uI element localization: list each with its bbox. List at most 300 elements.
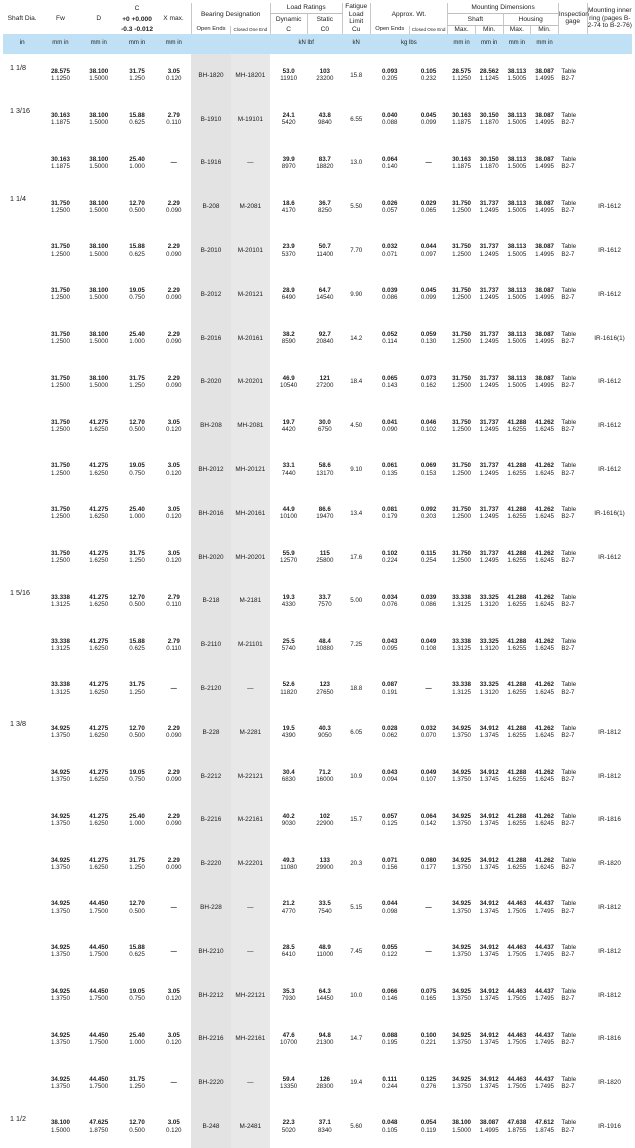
table-row [3,272,632,316]
xmax [156,842,191,886]
xmax-mm: 2.79 [156,638,191,645]
fw-mm: 31.750 [41,375,79,382]
inspection-gage-label: Table [561,375,587,382]
inspection-gage-label: Table [561,1076,587,1083]
weight-open-mm: 0.087 [370,681,409,688]
d-mm: 41.275 [80,550,118,557]
static-rating [307,710,342,754]
weight-closed-mm: 0.059 [409,331,447,338]
fw-in: 1.2500 [41,470,79,477]
fw-mm: 31.750 [41,243,79,250]
d-mm: 44.450 [80,900,118,907]
c [118,272,156,316]
dynamic-rating-mm: 40.2 [270,813,307,820]
fw [41,54,79,98]
housing-min-in: 1.4995 [531,294,559,301]
weight-closed-mm: 0.044 [409,243,447,250]
dynamic-rating-mm: 23.9 [270,243,307,250]
housing-min-in: 1.7495 [531,908,559,915]
closed-one-end-value: M-20161 [238,335,263,342]
inspection-gage-ref: B2-7 [561,601,587,608]
weight-closed-mm: 0.046 [409,419,447,426]
inspection-gage [558,973,587,1017]
mounting-inner-ring [587,229,632,273]
shaft-min [475,929,503,973]
fatigue-limit [342,667,370,711]
xmax-mm: 3.05 [156,462,191,469]
dynamic-rating-mm: 18.6 [270,200,307,207]
xmax-mm: 3.05 [156,988,191,995]
shaft-max [448,929,476,973]
shaft-max [448,1105,476,1148]
dynamic-rating-in: 11910 [270,75,307,82]
fatigue-limit [342,842,370,886]
inspection-gage [558,1105,587,1148]
weight-open [370,535,409,579]
fw-mm: 28.575 [41,68,79,75]
housing-min-in: 1.6245 [531,820,559,827]
open-ends-value: B-2110 [201,641,221,648]
table-row [3,54,632,98]
fatigue-limit [342,491,370,535]
shaft-min-in: 1.3120 [475,601,503,608]
static-rating-mm: 83.7 [307,156,342,163]
inspection-gage-label: Table [561,156,587,163]
inspection-gage-ref: B2-7 [561,470,587,477]
xmax-in: 0.090 [156,338,191,345]
inspection-gage-label: Table [561,638,587,645]
housing-min [531,97,559,141]
housing-min-in: 1.4995 [531,163,559,170]
weight-open-in: 0.224 [370,557,409,564]
shaft-max [448,491,476,535]
inspection-gage-label: Table [561,594,587,601]
dynamic-rating [270,360,307,404]
inspection-gage [558,929,587,973]
shaft-dia-value: 1 1/2 [10,1114,26,1123]
d-in: 1.6250 [80,513,118,520]
weight-closed-mm: 0.049 [409,638,447,645]
shaft-min-in: 1.3745 [475,1039,503,1046]
static-rating-in: 9050 [307,732,342,739]
weight-closed [409,535,447,579]
weight-closed-mm: — [409,904,447,911]
closed-one-end-designation [231,1061,270,1105]
dynamic-rating [270,754,307,798]
closed-one-end-value: MH-20201 [235,554,265,561]
fatigue-limit-value: 7.70 [342,247,370,254]
table-row [3,1017,632,1061]
xmax-in: 0.120 [156,557,191,564]
housing-max-in: 1.5005 [503,382,531,389]
fw-mm: 34.925 [41,1076,79,1083]
mounting-inner-ring [587,929,632,973]
fw-mm: 31.750 [41,419,79,426]
housing-min-in: 1.7495 [531,995,559,1002]
weight-closed [409,229,447,273]
housing-min-in: 1.6245 [531,513,559,520]
fw-in: 1.2500 [41,338,79,345]
d [80,316,118,360]
housing-max-mm: 38.113 [503,68,531,75]
closed-one-end-value: M-20101 [238,247,263,254]
housing-max-mm: 41.288 [503,857,531,864]
table-row [3,754,632,798]
dynamic-rating-in: 4330 [270,601,307,608]
shaft-min [475,54,503,98]
fw-in: 1.3750 [41,995,79,1002]
closed-one-end-value: — [247,904,253,911]
fw [41,710,79,754]
shaft-max [448,1061,476,1105]
housing-max [503,623,531,667]
dynamic-rating-mm: 28.9 [270,287,307,294]
shaft-min-in: 1.2495 [475,338,503,345]
static-rating [307,272,342,316]
weight-open [370,141,409,185]
shaft-max-in: 1.2500 [448,251,476,258]
static-rating [307,842,342,886]
inspection-gage-ref: B2-7 [561,294,587,301]
weight-open-mm: 0.055 [370,944,409,951]
open-ends-designation [191,229,230,273]
closed-one-end-value: MH-18201 [235,72,265,79]
col-fatigue: Fatigue Load Limit [342,3,370,26]
fw-in: 1.2500 [41,426,79,433]
inspection-gage-label: Table [561,68,587,75]
d [80,141,118,185]
d [80,535,118,579]
static-rating-in: 20840 [307,338,342,345]
c-in: 1.000 [118,1039,156,1046]
inspection-gage-ref: B2-7 [561,1083,587,1090]
housing-max-mm: 41.288 [503,769,531,776]
c-mm: 25.40 [118,156,156,163]
shaft-min [475,185,503,229]
dynamic-rating-in: 9030 [270,820,307,827]
weight-open-in: 0.086 [370,294,409,301]
d-in: 1.5000 [80,251,118,258]
housing-max-mm: 47.638 [503,1119,531,1126]
shaft-min-mm: 34.912 [475,813,503,820]
shaft-min-in: 1.3745 [475,1083,503,1090]
d-in: 1.6250 [80,645,118,652]
static-rating [307,141,342,185]
mounting-inner-ring [587,535,632,579]
c-mm: 25.40 [118,331,156,338]
dynamic-rating-mm: 47.6 [270,1032,307,1039]
c-mm: 31.75 [118,681,156,688]
fatigue-limit-value: 17.6 [342,554,370,561]
fw-mm: 34.925 [41,988,79,995]
fatigue-limit-value: 15.7 [342,816,370,823]
static-rating-mm: 126 [307,1076,342,1083]
c-mm: 19.05 [118,988,156,995]
dynamic-rating [270,491,307,535]
housing-max [503,404,531,448]
unit-mm-in: mm in [503,34,531,54]
shaft-min-in: 1.3120 [475,689,503,696]
dynamic-rating [270,229,307,273]
mounting-inner-ring-value: IR-1916 [598,1123,621,1130]
weight-open-in: 0.076 [370,601,409,608]
weight-open [370,973,409,1017]
housing-max-mm: 38.113 [503,243,531,250]
fw-mm: 31.750 [41,200,79,207]
dynamic-rating-mm: 49.3 [270,857,307,864]
static-rating-in: 11400 [307,251,342,258]
shaft-dia [3,97,41,141]
col-static: Static [307,14,342,26]
weight-closed [409,579,447,623]
xmax-mm: 2.29 [156,200,191,207]
mounting-inner-ring [587,798,632,842]
inspection-gage-ref: B2-7 [561,163,587,170]
housing-max [503,710,531,754]
static-rating [307,886,342,930]
static-rating [307,185,342,229]
housing-max-mm: 44.463 [503,1076,531,1083]
weight-open [370,54,409,98]
fatigue-limit [342,535,370,579]
c-mm: 31.75 [118,1076,156,1083]
dynamic-rating [270,448,307,492]
weight-open [370,623,409,667]
weight-open [370,1105,409,1148]
c-in: 0.625 [118,951,156,958]
shaft-min [475,1017,503,1061]
shaft-max-mm: 34.925 [448,900,476,907]
shaft-max [448,754,476,798]
c [118,491,156,535]
weight-closed-mm: 0.069 [409,462,447,469]
xmax-in: 0.090 [156,776,191,783]
xmax-in: 0.090 [156,820,191,827]
inspection-gage-ref: B2-7 [561,820,587,827]
shaft-min-mm: 33.325 [475,681,503,688]
table-row [3,316,632,360]
housing-min [531,229,559,273]
shaft-min-in: 1.2495 [475,251,503,258]
closed-one-end-value: M-22121 [238,773,263,780]
weight-open-mm: 0.052 [370,331,409,338]
c [118,1061,156,1105]
fw [41,97,79,141]
housing-min-in: 1.6245 [531,645,559,652]
c [118,185,156,229]
housing-min-mm: 38.087 [531,287,559,294]
housing-min [531,1017,559,1061]
table-row [3,491,632,535]
static-rating-mm: 133 [307,857,342,864]
mounting-inner-ring-value: IR-1612 [598,247,621,254]
shaft-min-in: 1.3745 [475,820,503,827]
housing-max-mm: 38.113 [503,200,531,207]
shaft-dia [3,579,41,623]
fw [41,316,79,360]
open-ends-designation [191,316,230,360]
xmax-mm: 2.79 [156,112,191,119]
shaft-dia [3,404,41,448]
mounting-inner-ring [587,973,632,1017]
shaft-max-in: 1.3750 [448,908,476,915]
fatigue-limit [342,54,370,98]
shaft-max-in: 1.2500 [448,382,476,389]
bearing-table [3,3,632,1148]
closed-one-end-value: MH-22161 [235,1035,265,1042]
d-in: 1.6250 [80,470,118,477]
dynamic-rating-in: 11080 [270,864,307,871]
shaft-max-in: 1.2500 [448,513,476,520]
inspection-gage [558,360,587,404]
xmax-mm: — [156,904,191,911]
housing-max-in: 1.6255 [503,864,531,871]
c [118,229,156,273]
housing-max-in: 1.6255 [503,426,531,433]
dynamic-rating-in: 10540 [270,382,307,389]
inspection-gage-ref: B2-7 [561,426,587,433]
weight-closed-in: 0.254 [409,557,447,564]
dynamic-rating-mm: 44.9 [270,506,307,513]
inspection-gage-ref: B2-7 [561,689,587,696]
open-ends-value: B-208 [202,203,219,210]
dynamic-rating-in: 4770 [270,908,307,915]
xmax-in: 0.110 [156,645,191,652]
weight-open-in: 0.098 [370,908,409,915]
weight-open [370,754,409,798]
c-in: 0.625 [118,119,156,126]
weight-closed-in: 0.165 [409,995,447,1002]
inspection-gage-label: Table [561,857,587,864]
weight-closed-mm: 0.075 [409,988,447,995]
fatigue-limit-value: 4.50 [342,422,370,429]
xmax [156,316,191,360]
fw-mm: 34.925 [41,900,79,907]
xmax-mm: 3.05 [156,419,191,426]
open-ends-designation [191,754,230,798]
fw-in: 1.1875 [41,163,79,170]
mounting-inner-ring [587,141,632,185]
static-rating-mm: 92.7 [307,331,342,338]
fw-mm: 31.750 [41,462,79,469]
housing-max [503,886,531,930]
mounting-inner-ring-value: IR-1612 [598,554,621,561]
inspection-gage-ref: B2-7 [561,776,587,783]
housing-min-in: 1.7495 [531,951,559,958]
shaft-max-in: 1.3125 [448,689,476,696]
fw [41,886,79,930]
fatigue-limit [342,754,370,798]
open-ends-designation [191,97,230,141]
fatigue-limit [342,929,370,973]
housing-max-in: 1.6255 [503,470,531,477]
xmax-in: 0.090 [156,251,191,258]
xmax-in: 0.110 [156,119,191,126]
table-row [3,798,632,842]
static-rating-mm: 48.4 [307,638,342,645]
shaft-min [475,97,503,141]
col-c-tol-bot: -0.3 -0.012 [118,26,156,34]
d [80,404,118,448]
c-mm: 25.40 [118,1032,156,1039]
housing-max [503,667,531,711]
c [118,316,156,360]
weight-closed-in: 0.070 [409,732,447,739]
static-rating-in: 9840 [307,119,342,126]
c-mm: 12.70 [118,900,156,907]
weight-closed [409,272,447,316]
closed-one-end-designation [231,97,270,141]
shaft-max-mm: 30.163 [448,112,476,119]
c-mm: 15.88 [118,944,156,951]
d [80,272,118,316]
c-mm: 12.70 [118,725,156,732]
table-row [3,97,632,141]
col-d: D [80,3,118,34]
weight-closed-in: 0.107 [409,776,447,783]
dynamic-rating [270,667,307,711]
dynamic-rating [270,141,307,185]
mounting-inner-ring-value: IR-1612 [598,203,621,210]
unit-mm-in: mm in [118,34,156,54]
static-rating-mm: 48.9 [307,944,342,951]
shaft-min [475,316,503,360]
shaft-min [475,272,503,316]
open-ends-value: BH-2216 [198,1035,223,1042]
weight-open [370,360,409,404]
open-ends-designation [191,272,230,316]
static-rating-in: 14540 [307,294,342,301]
housing-min-in: 1.4995 [531,207,559,214]
inspection-gage-label: Table [561,900,587,907]
c-in: 1.250 [118,864,156,871]
fw-in: 1.3125 [41,645,79,652]
shaft-max-mm: 33.338 [448,681,476,688]
weight-open-in: 0.244 [370,1083,409,1090]
dynamic-rating [270,1061,307,1105]
weight-closed-mm: 0.080 [409,857,447,864]
inspection-gage-label: Table [561,112,587,119]
c-mm: 19.05 [118,287,156,294]
open-ends-value: B-2120 [201,685,222,692]
weight-closed [409,973,447,1017]
weight-closed-mm: 0.105 [409,68,447,75]
d-mm: 38.100 [80,112,118,119]
fatigue-limit-value: 13.4 [342,510,370,517]
weight-closed-mm: — [409,685,447,692]
housing-max [503,1061,531,1105]
shaft-max-mm: 28.575 [448,68,476,75]
d [80,185,118,229]
fw-in: 1.2500 [41,382,79,389]
shaft-min-mm: 28.562 [475,68,503,75]
housing-max-in: 1.6255 [503,820,531,827]
d [80,360,118,404]
inspection-gage [558,754,587,798]
weight-open-mm: 0.064 [370,156,409,163]
xmax-in: 0.110 [156,601,191,608]
fw [41,973,79,1017]
closed-one-end-value: M-22161 [238,816,263,823]
xmax [156,535,191,579]
col-dynamic: Dynamic [270,14,307,26]
dynamic-rating-mm: 24.1 [270,112,307,119]
xmax [156,973,191,1017]
open-ends-value: B-1910 [201,116,222,123]
dynamic-rating-in: 10100 [270,513,307,520]
shaft-max-in: 1.3750 [448,951,476,958]
col-xmax: X max. [156,3,191,34]
